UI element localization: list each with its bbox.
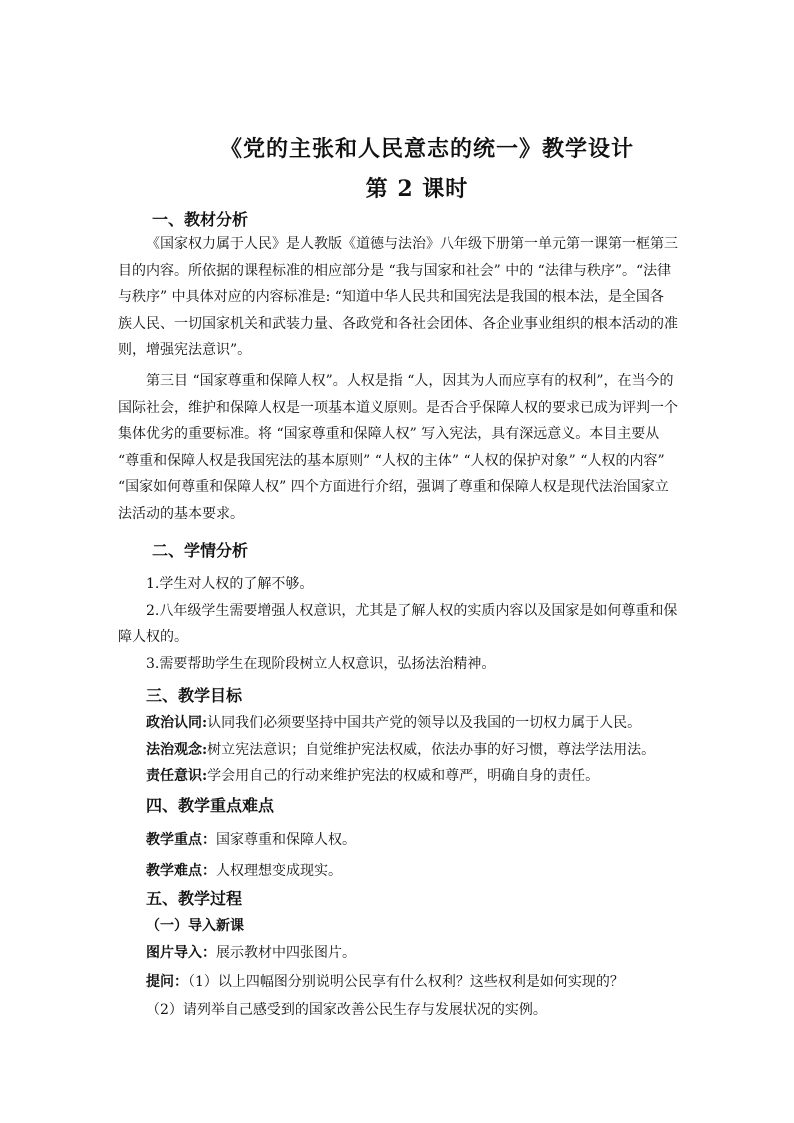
question-2: （2）请列举自己感受到的国家改善公民生存与发展状况的实例。 [146, 1002, 547, 1018]
goal-text: 学会用自己的行动来维护宪法的权威和尊严，明确自身的责任。 [207, 768, 600, 784]
section-heading-1: 一、教材分析 [152, 210, 249, 229]
text-line: “尊重和保障人权是我国宪法的基本原则” “人权的主体” “人权的保护对象” “人权的内容” [118, 452, 665, 469]
question-1 [146, 969, 624, 996]
section-heading-4: 四、教学重点难点 [146, 796, 275, 815]
list-item: 1.学生对人权的了解不够。 [146, 576, 314, 592]
document-subtitle: 第 2 课时 [365, 176, 469, 202]
text-line: 法活动的基本要求。 [118, 505, 244, 522]
goal-label: 责任意识: [146, 768, 208, 784]
text-line: “国家如何尊重和保障人权” 四个方面进行介绍，强调了尊重和保障人权是现代法治国家立 [118, 479, 669, 495]
document-title: 《党的主张和人民意志的统一》教学设计 [219, 136, 634, 162]
difficult-point-text: 人权理想变成现实。 [216, 863, 342, 879]
section-1-paragraph-2 [118, 368, 698, 527]
section-3-goals [146, 710, 726, 790]
section-1-paragraph-1 [118, 231, 698, 364]
goal-item [146, 737, 726, 764]
difficult-point [146, 858, 342, 885]
subsection-heading: （一）导入新课 [146, 918, 244, 934]
text-line: 第三目 “国家尊重和保障人权”。人权是指 “人，因其为人而应享有的权利”，在当今的 [146, 373, 674, 389]
goal-item [146, 763, 726, 790]
goal-label: 法治观念: [146, 741, 208, 758]
section-heading-2: 二、学情分析 [152, 541, 249, 560]
text-line: 则，增强宪法意识”。 [118, 342, 252, 358]
text-line: 目的内容。所依据的课程标准的相应部分是 “我与国家和社会” 中的 “法律与秩序”。“法律 [118, 262, 672, 279]
text-line: 国际社会，维护和保障人权是一项基本道义原则。是否合乎保障人权的要求已成为评判一个 [118, 399, 678, 416]
text-line: 集体优劣的重要标准。将 “国家尊重和保障人权” 写入宪法，具有深远意义。本目主要从 [118, 426, 660, 442]
goal-item [146, 710, 726, 737]
image-intro [146, 940, 356, 967]
goal-label: 政治认同: [146, 715, 208, 731]
text-line: 族人民、一切国家机关和武装力量、各政党和各社会团体、各企业事业组织的根本活动的准 [118, 315, 678, 332]
goal-text: 树立宪法意识；自觉维护宪法权威，依法办事的好习惯，尊法学法用法。 [207, 741, 656, 758]
key-point-text: 国家尊重和保障人权。 [216, 832, 356, 848]
key-point-label: 教学重点： [146, 832, 216, 848]
list-item: 2.八年级学生需要增强人权意识，尤其是了解人权的实质内容以及国家是如何尊重和保 [146, 602, 678, 619]
question-label: 提问： [146, 974, 188, 990]
list-item: 3.需要帮助学生在现阶段树立人权意识，弘扬法治精神。 [146, 655, 496, 672]
section-heading-3: 三、教学目标 [146, 686, 243, 705]
image-intro-label: 图片导入： [146, 945, 216, 961]
list-item: 障人权的。 [118, 629, 188, 645]
image-intro-text: 展示教材中四张图片。 [216, 945, 356, 961]
question-1-text: （1）以上四幅图分别说明公民享有什么权利？这些权利是如何实现的？ [188, 974, 624, 990]
difficult-point-label: 教学难点： [146, 863, 216, 879]
text-line: 与秩序” 中具体对应的内容标准是: “知道中华人民共和国宪法是我国的根本法，是全国各 [118, 289, 664, 305]
text-line: 《国家权力属于人民》是人教版《道德与法治》八年级下册第一单元第一课第一框第三 [146, 236, 678, 252]
section-heading-5: 五、教学过程 [146, 889, 243, 908]
key-point [146, 827, 356, 854]
section-2-list [118, 571, 698, 677]
goal-text: 认同我们必须要坚持中国共产党的领导以及我国的一切权力属于人民。 [207, 715, 642, 731]
